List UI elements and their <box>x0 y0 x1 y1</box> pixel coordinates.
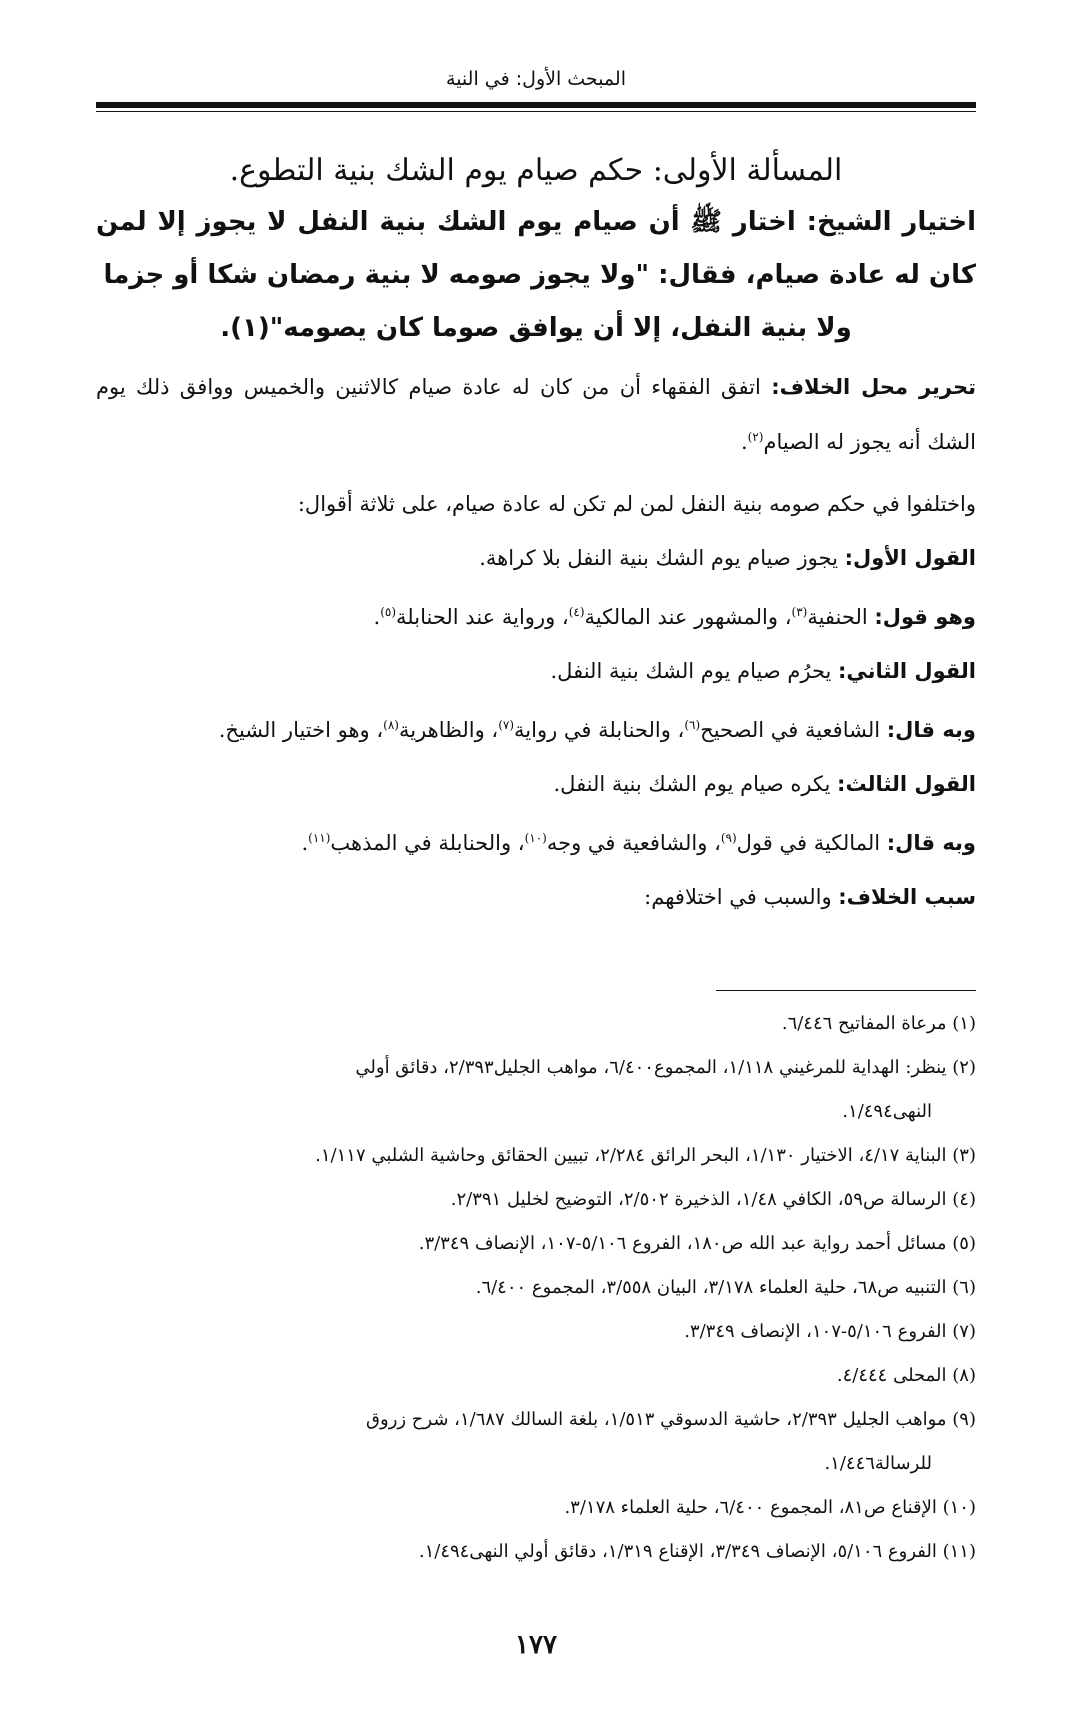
footnote-7: (٧) الفروع ٥/١٠٦-١٠٧، الإنصاف ٣/٣٤٩. <box>684 1321 976 1342</box>
header-rule-thick <box>96 102 976 108</box>
sheikh-choice-line-1: اختيار الشيخ: اختار ﷺ أن صيام يوم الشك بنية النفل لا يجوز إلا لمن <box>96 207 976 237</box>
paragraph-disagreement: واختلفوا في حكم صومه بنية النفل لمن لم تكن له عادة صيام، على ثلاثة أقوال: <box>297 492 976 516</box>
footnote-3: (٣) البناية ٤/١٧، الاختيار ١/١٣٠، البحر الرائق ٢/٢٨٤، تبيين الحقائق وحاشية الشلبي ١/١١٧. <box>315 1145 976 1166</box>
running-header: المبحث الأول: في النية <box>446 68 626 90</box>
footnote-6: (٦) التنبيه ص٦٨، حلية العلماء ٣/١٧٨، البيان ٣/٥٥٨، المجموع ٦/٤٠٠. <box>475 1277 976 1298</box>
main-text <box>96 362 976 924</box>
footnote-separator <box>716 990 976 991</box>
footnote-2: (٢) ينظر: الهداية للمرغيني ١/١١٨، المجموع٦/٤٠٠، مواهب الجليل٢/٣٩٣، دقائق أولي النهى١/٤٩٤. <box>355 1057 976 1122</box>
paragraph-third-opinion: القول الثالث: يكره صيام يوم الشك بنية النفل. <box>553 772 976 796</box>
paragraph-reason-of-dispute: سبب الخلاف: والسبب في اختلافهم: <box>644 885 976 909</box>
footnote-1: (١) مرعاة المفاتيح ٦/٤٤٦. <box>781 1013 976 1034</box>
footnote-5: (٥) مسائل أحمد رواية عبد الله ص١٨٠، الفروع ٥/١٠٦-١٠٧، الإنصاف ٣/٣٤٩. <box>418 1233 976 1254</box>
footnote-8: (٨) المحلى ٤/٤٤٤. <box>836 1365 976 1386</box>
page-number: ١٧٧ <box>515 1630 557 1660</box>
footnotes <box>96 1002 976 1574</box>
footnote-10: (١٠) الإقناع ص٨١، المجموع ٦/٤٠٠، حلية العلماء ٣/١٧٨. <box>564 1497 976 1518</box>
footnote-ref: (٢) <box>747 430 764 444</box>
sheikh-choice-block <box>96 196 976 355</box>
label-dispute-scope: تحرير محل الخلاف: <box>771 375 976 399</box>
sheikh-choice-line-2: كان له عادة صيام، فقال: "ولا يجوز صومه لا بنية رمضان شكا أو جزما <box>103 260 976 290</box>
question-title: المسألة الأولى: حكم صيام يوم الشك بنية التطوع. <box>229 153 843 188</box>
footnote-9: (٩) مواهب الجليل ٢/٣٩٣، حاشية الدسوقي ١/٥١٣، بلغة السالك ١/٦٨٧، شرح زروق للرسالة١/٤٤٦. <box>366 1409 976 1474</box>
paragraph-first-opinion: القول الأول: يجوز صيام يوم الشك بنية النفل بلا كراهة. <box>479 546 976 570</box>
footnote-4: (٤) الرسالة ص٥٩، الكافي ١/٤٨، الذخيرة ٢/٥٠٢، التوضيح لخليل ٢/٣٩١. <box>450 1189 976 1210</box>
paragraph-second-opinion: القول الثاني: يحرُم صيام يوم الشك بنية النفل. <box>550 659 976 683</box>
footnote-11: (١١) الفروع ٥/١٠٦، الإنصاف ٣/٣٤٩، الإقناع ١/٣١٩، دقائق أولي النهى١/٤٩٤. <box>418 1541 976 1562</box>
paragraph-second-opinion-holders: وبه قال: الشافعية في الصحيح$^{(٦)}$، والحنابلة في رواية$^{(٧)}$، والظاهرية$^{(٨)}$، وهو اختيار الشيخ. <box>218 718 976 742</box>
sheikh-choice-line-3: ولا بنية النفل، إلا أن يوافق صوما كان يصومه"(١). <box>220 313 852 343</box>
paragraph-first-opinion-holders: وهو قول: الحنفية$^{(٣)}$، والمشهور عند المالكية$^{(٤)}$، ورواية عند الحنابلة$^{(٥)}$. <box>373 605 976 629</box>
header-rule-thin <box>96 111 976 112</box>
paragraph-dispute-scope: تحرير محل الخلاف: اتفق الفقهاء أن من كان له عادة صيام كالاثنين والخميس ووافق ذلك يوم الشك أنه يجوز له الصيام$^{(٢)}$. <box>96 375 976 454</box>
paragraph-third-opinion-holders: وبه قال: المالكية في قول$^{(٩)}$، والشافعية في وجه$^{(١٠)}$، والحنابلة في المذهب$^{(١١)}$. <box>301 831 976 855</box>
